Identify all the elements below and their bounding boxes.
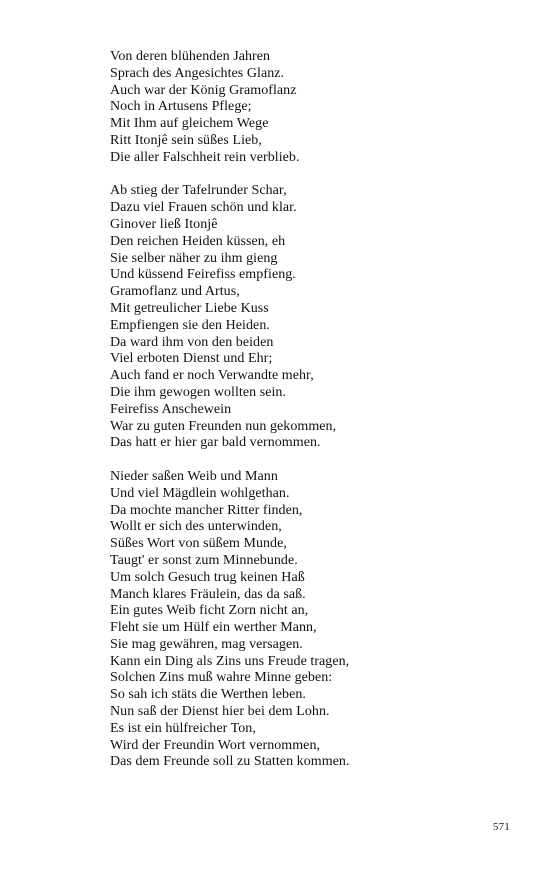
verse-line: Auch war der König Gramoflanz (110, 82, 297, 98)
verse-line: Auch fand er noch Verwandte mehr, (110, 368, 314, 384)
verse-line: War zu guten Freunden nun gekommen, (110, 418, 337, 434)
verse-line: Feirefiss Anschewein (110, 401, 232, 417)
verse-line: Wird der Freundin Wort vernommen, (110, 737, 321, 753)
verse-line: Die aller Falschheit rein verblieb. (110, 149, 300, 165)
verse-line: Ginover ließ Itonjê (110, 216, 218, 232)
poem-text (110, 49, 490, 771)
verse-line: Wollt er sich des unterwinden, (110, 519, 282, 535)
verse-line: Manch klares Fräulein, das da saß. (110, 586, 306, 602)
verse-line: Noch in Artusens Pflege; (110, 99, 252, 115)
verse-line: Um solch Gesuch trug keinen Haß (110, 569, 305, 585)
stanza (110, 183, 490, 452)
verse-line: Das hatt er hier gar bald vernommen. (110, 435, 321, 451)
stanza (110, 49, 490, 167)
verse-line: Nieder saßen Weib und Mann (110, 468, 278, 484)
verse-line: Mit Ihm auf gleichem Wege (110, 116, 269, 132)
verse-line: Solchen Zins muß wahre Minne geben: (110, 670, 333, 686)
verse-line: Viel erboten Dienst und Ehr; (110, 351, 273, 367)
verse-line: Taugt' er sonst zum Minnebunde. (110, 552, 298, 568)
verse-line: Den reichen Heiden küssen, eh (110, 233, 286, 249)
verse-line: Da mochte mancher Ritter finden, (110, 502, 303, 518)
verse-line: Das dem Freunde soll zu Statten kommen. (110, 754, 350, 770)
verse-line: Ritt Itonjê sein süßes Lieb, (110, 132, 262, 148)
verse-line: Fleht sie um Hülf ein werther Mann, (110, 620, 317, 636)
verse-line: Und viel Mägdlein wohlgethan. (110, 485, 290, 501)
verse-line: Und küssend Feirefiss empfieng. (110, 267, 296, 283)
verse-line: Kann ein Ding als Zins uns Freude tragen, (110, 653, 350, 669)
verse-line: Ein gutes Weib ficht Zorn nicht an, (110, 603, 309, 619)
verse-line: Mit getreulicher Liebe Kuss (110, 300, 269, 316)
verse-line: Nun saß der Dienst hier bei dem Lohn. (110, 704, 330, 720)
verse-line: Die ihm gewogen wollten sein. (110, 384, 287, 400)
verse-line: Sie mag gewähren, mag versagen. (110, 636, 303, 652)
verse-line: Ab stieg der Tafelrunder Schar, (110, 183, 287, 199)
verse-line: Sie selber näher zu ihm gieng (110, 250, 278, 266)
verse-line: Süßes Wort von süßem Munde, (110, 536, 287, 552)
verse-line: Von deren blühenden Jahren (110, 49, 271, 64)
verse-line: Gramoflanz und Artus, (110, 284, 240, 300)
verse-line: So sah ich stäts die Werthen leben. (110, 687, 306, 703)
page-number: 571 (492, 821, 510, 833)
verse-line: Empfiengen sie den Heiden. (110, 317, 270, 333)
stanza (110, 469, 490, 771)
verse-line: Dazu viel Frauen schön und klar. (110, 200, 297, 216)
verse-line: Es ist ein hülfreicher Ton, (110, 720, 256, 736)
verse-line: Sprach des Angesichtes Glanz. (110, 65, 285, 81)
verse-line: Da ward ihm von den beiden (110, 334, 274, 350)
